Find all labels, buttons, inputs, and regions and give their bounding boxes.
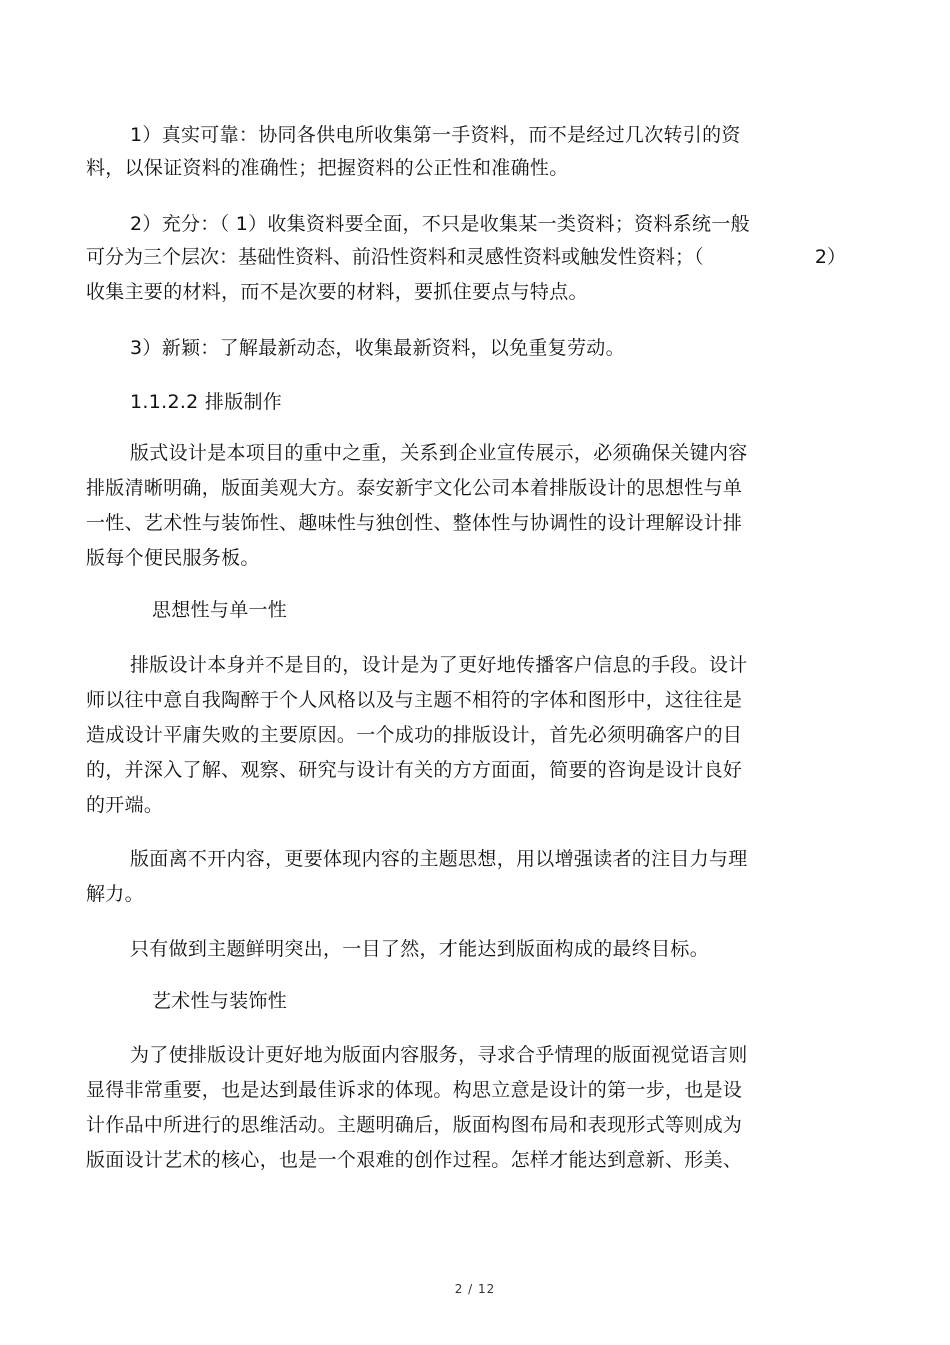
paragraph-5-line-5: 的开端。 [86, 794, 164, 816]
paragraph-1-line-2: 料，以保证资料的准确性；把握资料的公正性和准确性。 [86, 157, 569, 179]
paragraph-2-line-1: 2）充分：（ 1）收集资料要全面，不只是收集某一类资料；资料系统一般 [130, 213, 750, 235]
paragraph-5-line-4: 的，并深入了解、观察、研究与设计有关的方方面面，简要的咨询是设计良好 [86, 759, 743, 781]
paragraph-5-line-1: 排版设计本身并不是目的，设计是为了更好地传播客户信息的手段。设计 [130, 654, 748, 676]
paragraph-3-line-1: 3）新颖：了解最新动态，收集最新资料，以免重复劳动。 [130, 337, 625, 359]
paragraph-7-line-1: 只有做到主题鲜明突出，一目了然，才能达到版面构成的最终目标。 [130, 938, 710, 960]
paragraph-6-line-1: 版面离不开内容，更要体现内容的主题思想，用以增强读者的注目力与理 [130, 848, 748, 870]
paragraph-8-line-4: 版面设计艺术的核心，也是一个艰难的创作过程。怎样才能达到意新、形美、 [86, 1149, 743, 1171]
paragraph-8-line-3: 计作品中所进行的思维活动。主题明确后，版面构图布局和表现形式等则成为 [86, 1114, 743, 1136]
paragraph-4-line-4: 版每个便民服务板。 [86, 547, 260, 569]
paragraph-2-line-2-left: 可分为三个层次：基础性资料、前沿性资料和灵感性资料或触发性资料；（ [86, 246, 704, 268]
paragraph-4-line-3: 一性、艺术性与装饰性、趣味性与独创性、整体性与协调性的设计理解设计排 [86, 512, 743, 534]
paragraph-5-line-3: 造成设计平庸失败的主要原因。一个成功的排版设计，首先必须明确客户的目 [86, 724, 743, 746]
paragraph-6-line-2: 解力。 [86, 883, 144, 905]
page-number: 2 / 12 [454, 1282, 496, 1296]
paragraph-2-line-2-right: 2） [814, 246, 846, 268]
paragraph-8-line-1: 为了使排版设计更好地为版面内容服务，寻求合乎情理的版面视觉语言则 [130, 1044, 748, 1066]
paragraph-1-line-1: 1）真实可靠：协同各供电所收集第一手资料，而不是经过几次转引的资 [130, 124, 741, 146]
section-heading: 1.1.2.2 排版制作 [130, 391, 283, 413]
subheading-2: 艺术性与装饰性 [152, 990, 288, 1012]
paragraph-4-line-2: 排版清晰明确，版面美观大方。泰安新宇文化公司本着排版设计的思想性与单 [86, 477, 743, 499]
paragraph-4-line-1: 版式设计是本项目的重中之重，关系到企业宣传展示，必须确保关键内容 [130, 442, 748, 464]
paragraph-5-line-2: 师以往中意自我陶醉于个人风格以及与主题不相符的字体和图形中，这往往是 [86, 689, 743, 711]
paragraph-2-line-3: 收集主要的材料，而不是次要的材料，要抓住要点与特点。 [86, 281, 588, 303]
paragraph-2-line-2 [86, 245, 846, 269]
paragraph-8-line-2: 显得非常重要，也是达到最佳诉求的体现。构思立意是设计的第一步，也是设 [86, 1079, 743, 1101]
subheading-1: 思想性与单一性 [152, 599, 288, 621]
